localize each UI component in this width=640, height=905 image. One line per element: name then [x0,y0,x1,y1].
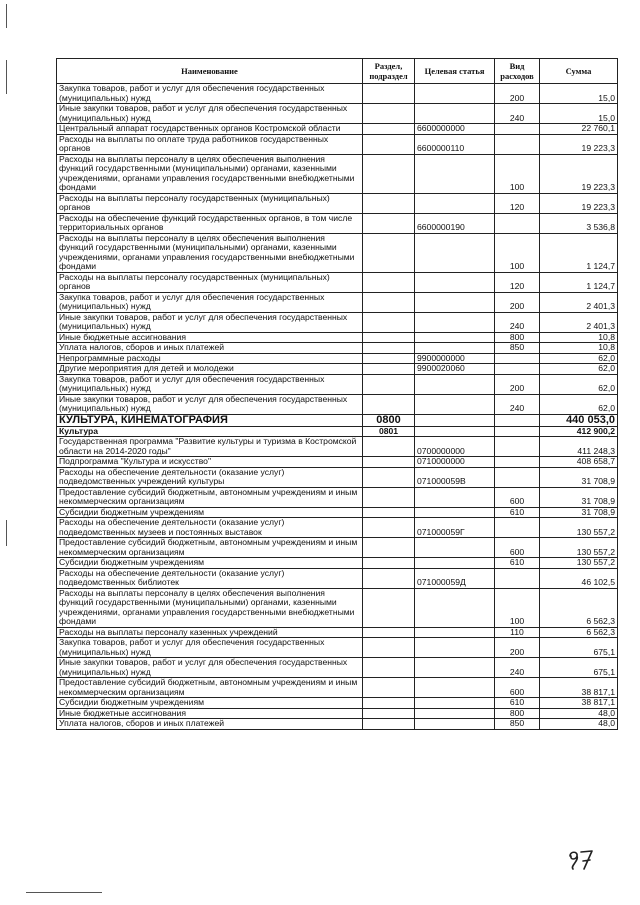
cell-section [363,538,415,558]
cell-amount: 6 562,3 [540,588,618,627]
cell-target-article [415,638,495,658]
cell-amount: 19 223,3 [540,134,618,154]
cell-target-article [415,708,495,719]
handwritten-page-number [566,847,598,871]
cell-name: Предоставление субсидий бюджетным, автономным учреждениям и иным некоммерческим организациям [57,538,363,558]
cell-section [363,343,415,354]
cell-amount: 1 124,7 [540,272,618,292]
cell-name: Субсидии бюджетным учреждениям [57,507,363,518]
cell-expense-type [495,467,540,487]
cell-expense-type [495,124,540,135]
cell-name: Уплата налогов, сборов и иных платежей [57,719,363,730]
cell-target-article [415,374,495,394]
cell-amount: 31 708,9 [540,487,618,507]
cell-name: Иные закупки товаров, работ и услуг для обеспечения государственных (муниципальных) нужд [57,104,363,124]
cell-amount: 130 557,2 [540,558,618,569]
cell-expense-type [495,414,540,426]
cell-name: Расходы на обеспечение деятельности (оказание услуг) подведомственных музеев и постоянных выставок [57,518,363,538]
cell-amount: 19 223,3 [540,193,618,213]
cell-section [363,233,415,272]
header-target-article: Целевая статья [415,59,495,84]
cell-expense-type: 800 [495,332,540,343]
cell-expense-type: 100 [495,154,540,193]
cell-target-article [415,193,495,213]
table-row [57,272,618,292]
cell-target-article [415,719,495,730]
table-row [57,292,618,312]
header-section: Раздел, подраздел [363,59,415,84]
cell-target-article: 6600000000 [415,124,495,135]
cell-target-article [415,104,495,124]
cell-section [363,437,415,457]
cell-amount: 48,0 [540,719,618,730]
table-row [57,538,618,558]
cell-expense-type [495,353,540,364]
table-row [57,193,618,213]
cell-section [363,104,415,124]
cell-section [363,394,415,414]
cell-expense-type: 200 [495,374,540,394]
cell-target-article [415,312,495,332]
cell-section [363,193,415,213]
cell-name: Расходы на выплаты персоналу государственных (муниципальных) органов [57,272,363,292]
cell-section [363,312,415,332]
cell-amount: 31 708,9 [540,507,618,518]
table-row [57,588,618,627]
cell-expense-type [495,134,540,154]
cell-name: Расходы на обеспечение деятельности (оказание услуг) подведомственных библиотек [57,568,363,588]
cell-section [363,353,415,364]
cell-name: Культура [57,426,363,437]
table-row [57,154,618,193]
cell-name: Подпрограмма "Культура и искусство" [57,457,363,468]
cell-expense-type: 600 [495,678,540,698]
cell-amount: 15,0 [540,104,618,124]
cell-amount: 48,0 [540,708,618,719]
cell-section [363,457,415,468]
cell-section [363,708,415,719]
table-row [57,487,618,507]
table-row [57,658,618,678]
cell-expense-type: 110 [495,627,540,638]
cell-target-article [415,487,495,507]
cell-amount: 46 102,5 [540,568,618,588]
cell-expense-type [495,568,540,588]
cell-amount: 10,8 [540,332,618,343]
table-row [57,437,618,457]
cell-amount: 38 817,1 [540,678,618,698]
cell-expense-type [495,457,540,468]
cell-name: Закупка товаров, работ и услуг для обеспечения государственных (муниципальных) нужд [57,84,363,104]
cell-amount: 62,0 [540,374,618,394]
cell-expense-type: 850 [495,719,540,730]
cell-name: Расходы на выплаты персоналу в целях обеспечения выполнения функций государственными (муниципальными) органами, казенными учреждениями, органами управления государственными внебюджетными фондами [57,588,363,627]
cell-expense-type: 240 [495,312,540,332]
cell-expense-type: 100 [495,233,540,272]
cell-amount: 408 658,7 [540,457,618,468]
cell-section [363,719,415,730]
cell-section [363,213,415,233]
cell-amount: 62,0 [540,364,618,375]
scan-edge-mark [6,60,7,94]
cell-name: Расходы на выплаты персоналу государственных (муниципальных) органов [57,193,363,213]
cell-section [363,627,415,638]
cell-amount: 411 248,3 [540,437,618,457]
table-row [57,414,618,426]
cell-target-article: 6600000190 [415,213,495,233]
table-row [57,104,618,124]
cell-expense-type: 610 [495,507,540,518]
cell-target-article [415,84,495,104]
cell-section [363,364,415,375]
cell-name: Предоставление субсидий бюджетным, автономным учреждениям и иным некоммерческим организациям [57,487,363,507]
cell-section [363,134,415,154]
table-row [57,332,618,343]
table-row [57,638,618,658]
cell-expense-type: 610 [495,698,540,709]
cell-target-article [415,154,495,193]
table-row [57,518,618,538]
cell-name: Предоставление субсидий бюджетным, автономным учреждениям и иным некоммерческим организациям [57,678,363,698]
cell-amount: 675,1 [540,638,618,658]
cell-expense-type [495,426,540,437]
cell-expense-type: 120 [495,272,540,292]
cell-expense-type: 240 [495,394,540,414]
cell-name: Закупка товаров, работ и услуг для обеспечения государственных (муниципальных) нужд [57,638,363,658]
cell-target-article [415,658,495,678]
table-row [57,507,618,518]
cell-name: Уплата налогов, сборов и иных платежей [57,343,363,354]
cell-amount: 22 760,1 [540,124,618,135]
cell-name: Расходы на выплаты персоналу в целях обеспечения выполнения функций государственными (муниципальными) органами, казенными учреждениями, органами управления государственными внебюджетными фондами [57,154,363,193]
cell-amount: 62,0 [540,353,618,364]
table-header-row [57,59,618,84]
cell-name: КУЛЬТУРА, КИНЕМАТОГРАФИЯ [57,414,363,426]
cell-target-article [415,414,495,426]
cell-target-article [415,426,495,437]
table-row [57,374,618,394]
cell-section [363,698,415,709]
cell-amount: 1 124,7 [540,233,618,272]
cell-section [363,332,415,343]
table-row [57,719,618,730]
cell-section [363,154,415,193]
cell-section [363,487,415,507]
cell-amount: 2 401,3 [540,292,618,312]
table-row [57,312,618,332]
cell-expense-type: 120 [495,193,540,213]
cell-target-article [415,343,495,354]
cell-section [363,124,415,135]
table-row [57,364,618,375]
table-body [57,84,618,730]
scan-edge-mark [6,520,7,546]
cell-target-article [415,332,495,343]
cell-section [363,658,415,678]
cell-expense-type: 200 [495,84,540,104]
cell-name: Расходы на выплаты по оплате труда работников государственных органов [57,134,363,154]
cell-name: Государственная программа "Развитие культуры и туризма в Костромской области на 2014-2020 годы" [57,437,363,457]
cell-amount: 10,8 [540,343,618,354]
cell-name: Расходы на обеспечение деятельности (оказание услуг) подведомственных учреждений культуры [57,467,363,487]
table-row [57,457,618,468]
cell-target-article [415,394,495,414]
cell-section [363,518,415,538]
cell-expense-type: 200 [495,292,540,312]
header-name: Наименование [57,59,363,84]
table-row [57,353,618,364]
table-row [57,84,618,104]
cell-expense-type: 240 [495,658,540,678]
cell-name: Иные закупки товаров, работ и услуг для обеспечения государственных (муниципальных) нужд [57,394,363,414]
table-row [57,558,618,569]
cell-target-article: 071000059В [415,467,495,487]
cell-section [363,84,415,104]
cell-expense-type: 610 [495,558,540,569]
cell-target-article: 071000059Д [415,568,495,588]
cell-target-article [415,272,495,292]
cell-amount: 130 557,2 [540,538,618,558]
table-row [57,568,618,588]
table-row [57,233,618,272]
cell-name: Иные закупки товаров, работ и услуг для обеспечения государственных (муниципальных) нужд [57,658,363,678]
header-expense-type: Вид расходов [495,59,540,84]
cell-target-article: 9900020060 [415,364,495,375]
table-row [57,678,618,698]
cell-target-article [415,292,495,312]
cell-target-article: 0700000000 [415,437,495,457]
header-amount: Сумма [540,59,618,84]
cell-section [363,272,415,292]
cell-expense-type: 200 [495,638,540,658]
cell-expense-type: 100 [495,588,540,627]
cell-expense-type: 800 [495,708,540,719]
table-row [57,213,618,233]
cell-amount: 675,1 [540,658,618,678]
cell-section [363,638,415,658]
cell-target-article [415,538,495,558]
cell-expense-type [495,437,540,457]
table-row [57,394,618,414]
cell-amount: 62,0 [540,394,618,414]
cell-amount: 412 900,2 [540,426,618,437]
cell-name: Иные бюджетные ассигнования [57,708,363,719]
cell-amount: 6 562,3 [540,627,618,638]
cell-expense-type [495,518,540,538]
cell-name: Закупка товаров, работ и услуг для обеспечения государственных (муниципальных) нужд [57,292,363,312]
cell-target-article [415,698,495,709]
cell-target-article: 071000059Г [415,518,495,538]
cell-name: Расходы на обеспечение функций государственных органов, в том числе территориальных органов [57,213,363,233]
table-row [57,708,618,719]
cell-expense-type: 600 [495,487,540,507]
cell-section [363,374,415,394]
cell-amount: 38 817,1 [540,698,618,709]
cell-expense-type: 850 [495,343,540,354]
cell-target-article [415,627,495,638]
cell-name: Другие мероприятия для детей и молодежи [57,364,363,375]
cell-target-article [415,558,495,569]
cell-section [363,558,415,569]
cell-amount: 31 708,9 [540,467,618,487]
cell-target-article [415,588,495,627]
cell-target-article [415,507,495,518]
cell-target-article [415,678,495,698]
budget-table [56,58,618,730]
cell-name: Иные закупки товаров, работ и услуг для обеспечения государственных (муниципальных) нужд [57,312,363,332]
cell-name: Иные бюджетные ассигнования [57,332,363,343]
cell-expense-type [495,213,540,233]
cell-name: Субсидии бюджетным учреждениям [57,698,363,709]
cell-section: 0801 [363,426,415,437]
cell-section [363,507,415,518]
cell-amount: 2 401,3 [540,312,618,332]
cell-expense-type [495,364,540,375]
cell-amount: 19 223,3 [540,154,618,193]
cell-expense-type: 600 [495,538,540,558]
cell-name: Расходы на выплаты персоналу казенных учреждений [57,627,363,638]
cell-name: Закупка товаров, работ и услуг для обеспечения государственных (муниципальных) нужд [57,374,363,394]
table-row [57,124,618,135]
cell-amount: 3 536,8 [540,213,618,233]
cell-expense-type: 240 [495,104,540,124]
table-row [57,343,618,354]
table-row [57,698,618,709]
footer-rule [26,892,102,893]
cell-section [363,467,415,487]
cell-section [363,292,415,312]
cell-name: Расходы на выплаты персоналу в целях обеспечения выполнения функций государственными (муниципальными) органами, казенными учреждениями, органами управления государственными внебюджетными фондами [57,233,363,272]
cell-amount: 440 053,0 [540,414,618,426]
table-row [57,627,618,638]
table-row [57,134,618,154]
cell-section: 0800 [363,414,415,426]
cell-section [363,678,415,698]
cell-target-article [415,233,495,272]
table-row [57,467,618,487]
cell-target-article: 6600000110 [415,134,495,154]
cell-name: Непрограммные расходы [57,353,363,364]
cell-amount: 15,0 [540,84,618,104]
cell-section [363,588,415,627]
cell-amount: 130 557,2 [540,518,618,538]
cell-target-article: 0710000000 [415,457,495,468]
cell-target-article: 9900000000 [415,353,495,364]
cell-name: Центральный аппарат государственных органов Костромской области [57,124,363,135]
cell-section [363,568,415,588]
scan-edge-mark [6,4,7,28]
cell-name: Субсидии бюджетным учреждениям [57,558,363,569]
table-row [57,426,618,437]
